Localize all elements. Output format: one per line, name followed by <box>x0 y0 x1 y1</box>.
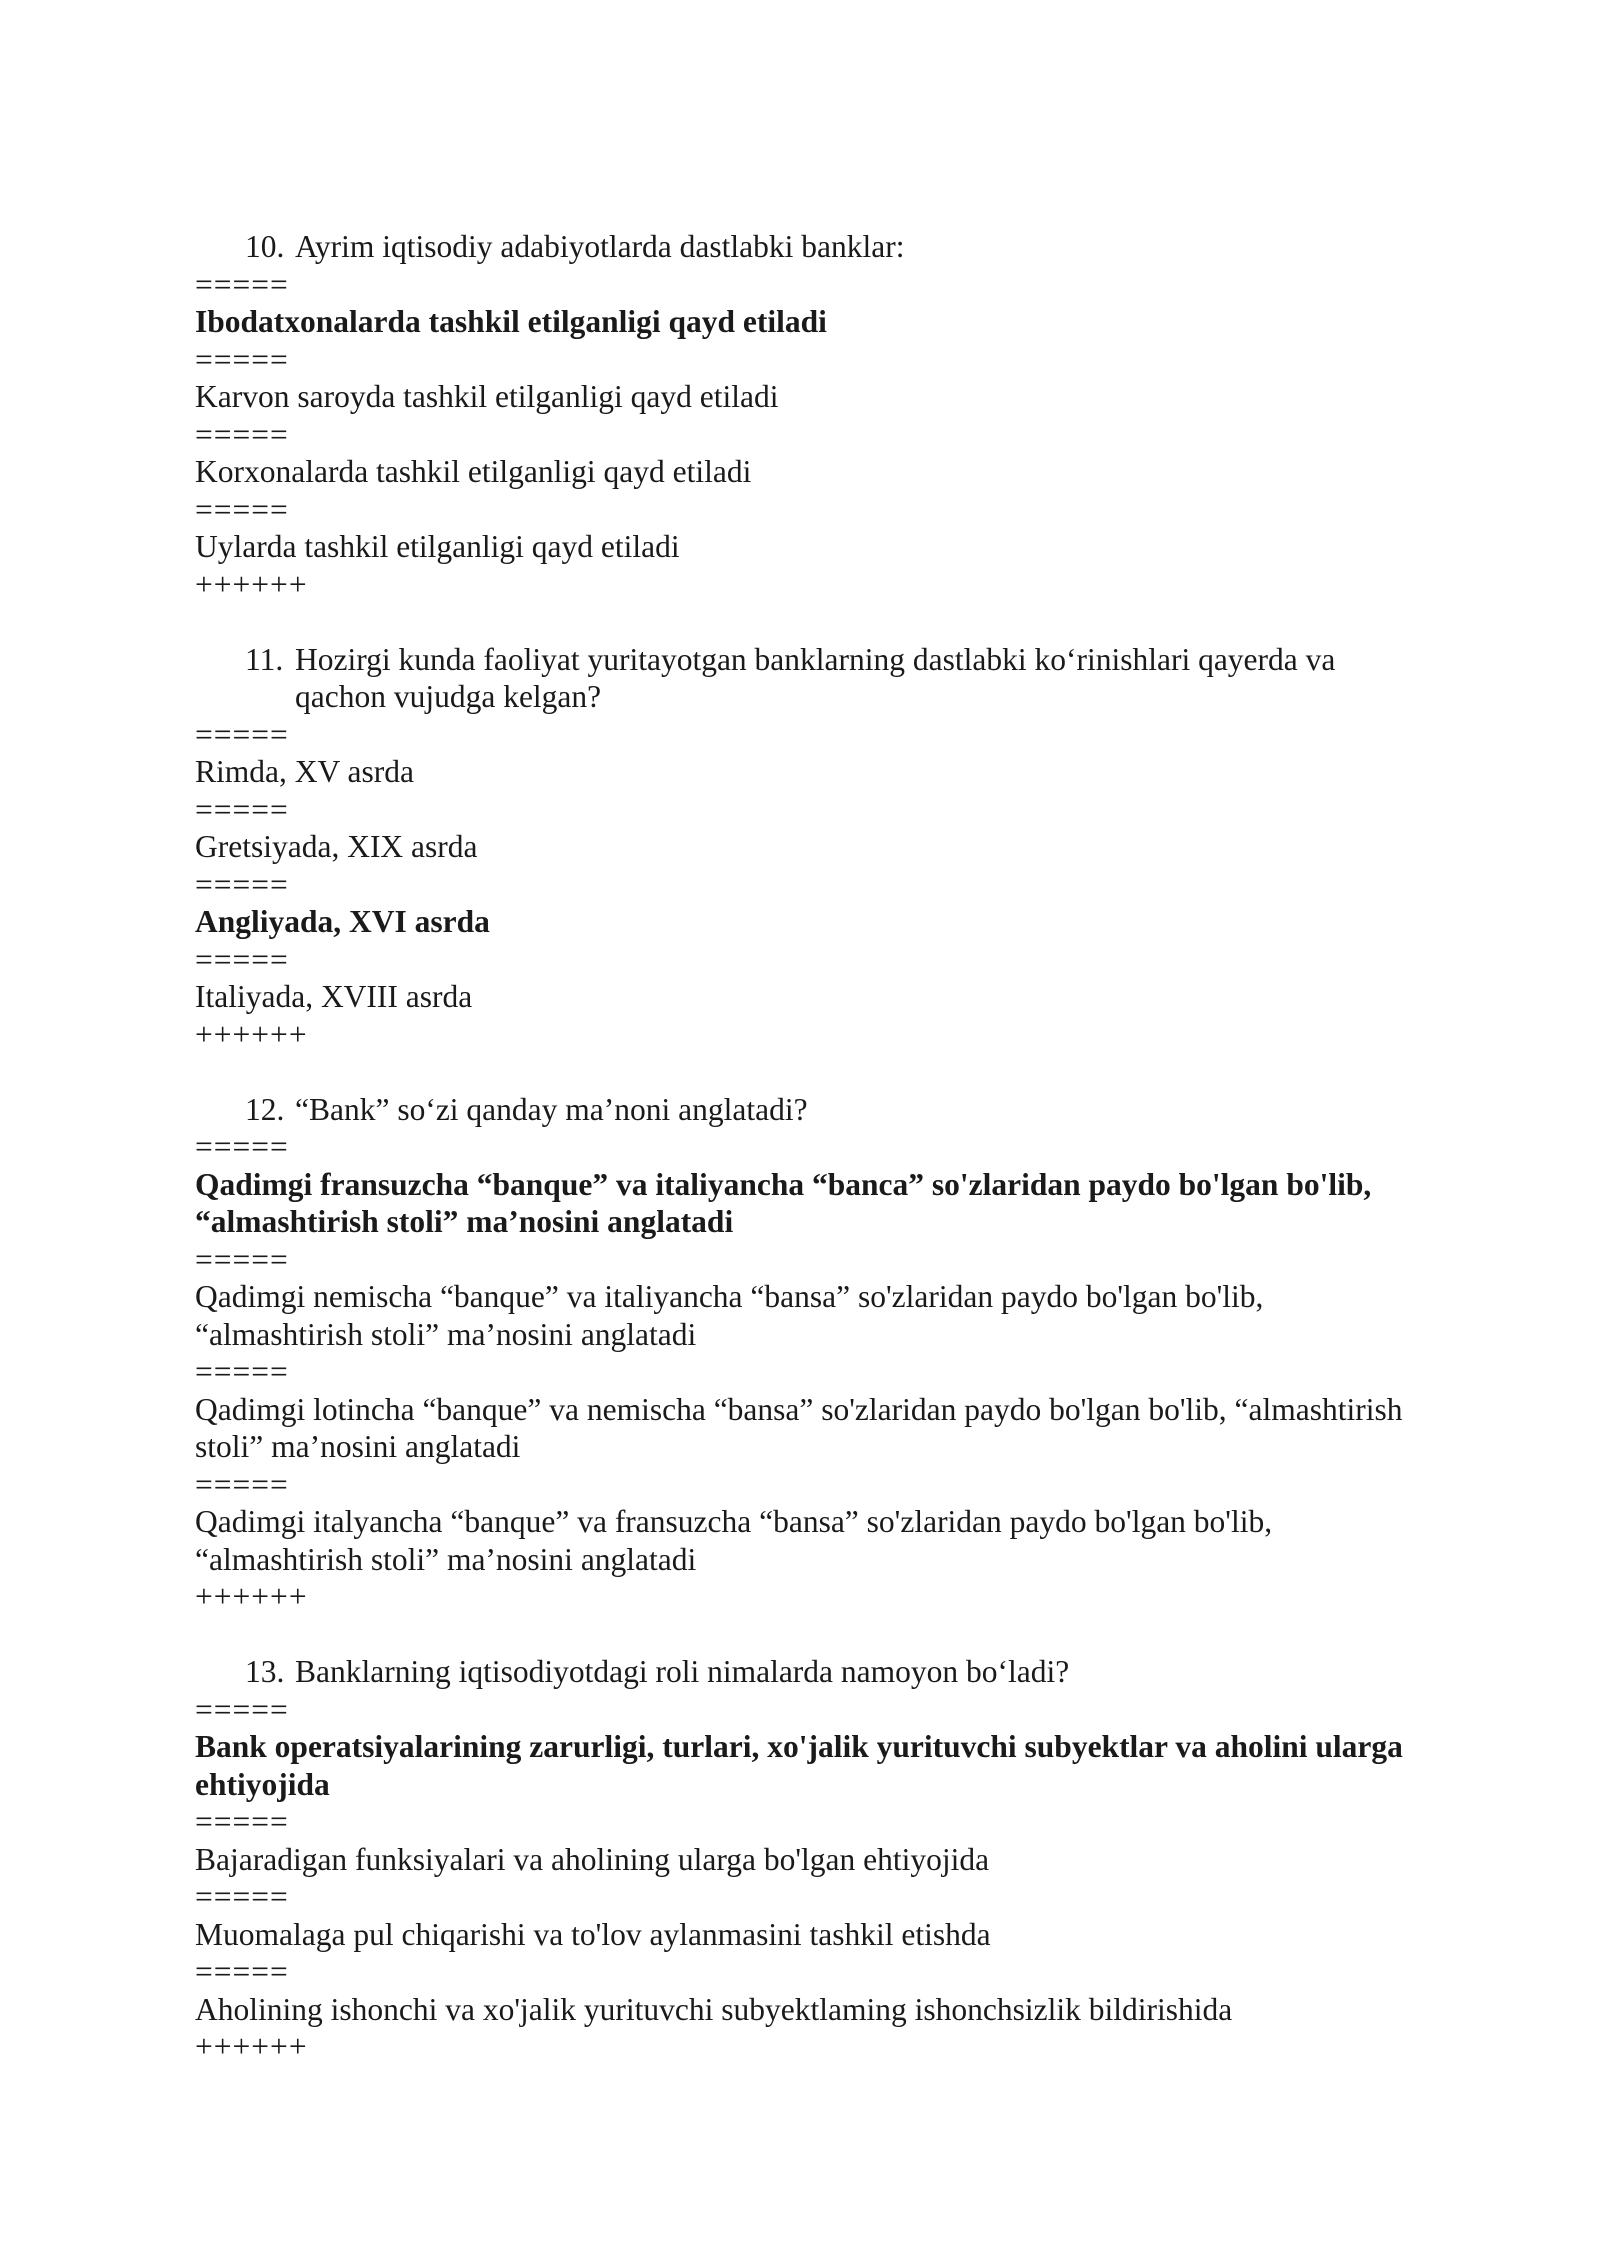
question-end-marker: ++++++ <box>195 566 308 602</box>
spacer <box>195 603 1435 641</box>
option-separator: ===== <box>195 1129 289 1164</box>
question-block <box>195 228 1435 603</box>
question-end-marker: ++++++ <box>195 1016 308 1052</box>
answer-option: Rimda, XV asrda <box>195 754 415 789</box>
answer-option-correct: Ibodatxonalarda tashkil etilganligi qayd etiladi <box>195 304 827 339</box>
option-separator: ===== <box>195 491 289 527</box>
document-page <box>195 228 1435 2066</box>
answer-option: Qadimgi nemischa “banque” va italiyancha “bansa” so'zlaridan paydo bo'lgan bo'lib, “almashtirish stoli” ma’nosini anglatadi <box>195 1279 1264 1352</box>
answer-option: Karvon saroyda tashkil etilganligi qayd etiladi <box>195 379 779 414</box>
option-separator: ===== <box>195 716 289 752</box>
question-text: Banklarning iqtisodiyotdagi roli nimalarda namoyon bo‘ladi? <box>295 1654 1070 1689</box>
option-separator: ===== <box>195 1466 289 1502</box>
question-number: 11. <box>245 641 284 677</box>
spacer <box>195 1053 1435 1091</box>
option-separator: ===== <box>195 1804 289 1839</box>
question-block <box>195 1653 1435 2066</box>
question-block <box>195 1091 1435 1616</box>
spacer <box>195 1616 1435 1654</box>
option-separator: ===== <box>195 266 289 302</box>
option-separator: ===== <box>195 866 289 902</box>
answer-option: Korxonalarda tashkil etilganligi qayd etiladi <box>195 454 752 489</box>
question-end-marker: ++++++ <box>195 2029 308 2064</box>
answer-option-correct: Qadimgi fransuzcha “banque” va italiyancha “banca” so'zlaridan paydo bo'lgan bo'lib, “almashtirish stoli” ma’nosini anglatadi <box>195 1166 1372 1239</box>
answer-option: Aholining ishonchi va xo'jalik yurituvchi subyektlaming ishonchsizlik bildirishida <box>195 1991 1233 2027</box>
question-heading <box>195 1091 1435 1129</box>
answer-option: Qadimgi lotincha “banque” va nemischa “bansa” so'zlaridan paydo bo'lgan bo'lib, “almashtirish stoli” ma’nosini anglatadi <box>195 1391 1403 1464</box>
option-separator: ===== <box>195 1879 289 1914</box>
option-separator: ===== <box>195 1354 289 1389</box>
question-block <box>195 641 1435 1054</box>
question-heading <box>195 228 1435 266</box>
question-heading <box>195 641 1435 716</box>
question-number: 13. <box>245 1654 285 1689</box>
answer-option-correct: Bank operatsiyalarining zarurligi, turlari, xo'jalik yurituvchi subyektlar va aholini ularga ehtiyojida <box>195 1729 1403 1802</box>
answer-option: Bajaradigan funksiyalari va aholining ularga bo'lgan ehtiyojida <box>195 1841 990 1877</box>
option-separator: ===== <box>195 1691 289 1727</box>
option-separator: ===== <box>195 341 289 377</box>
answer-option: Muomalaga pul chiqarishi va to'lov aylanmasini tashkil etishda <box>195 1916 991 1952</box>
option-separator: ===== <box>195 941 289 977</box>
question-text: Hozirgi kunda faoliyat yuritayotgan banklarning dastlabki ko‘rinishlari qayerda va qachon vujudga kelgan? <box>295 641 1336 714</box>
question-text: “Bank” so‘zi qanday ma’noni anglatadi? <box>295 1091 808 1127</box>
option-separator: ===== <box>195 791 289 827</box>
question-heading <box>195 1653 1435 1691</box>
question-number: 10. <box>245 229 285 264</box>
answer-option-correct: Angliyada, XVI asrda <box>195 904 490 939</box>
question-number: 12. <box>245 1091 285 1127</box>
answer-option: Qadimgi italyancha “banque” va fransuzcha “bansa” so'zlaridan paydo bo'lgan bo'lib, “almashtirish stoli” ma’nosini anglatadi <box>195 1504 1273 1577</box>
option-separator: ===== <box>195 1954 289 1989</box>
option-separator: ===== <box>195 1241 289 1277</box>
question-end-marker: ++++++ <box>195 1579 308 1614</box>
answer-option: Gretsiyada, XIX asrda <box>195 829 478 864</box>
option-separator: ===== <box>195 416 289 452</box>
answer-option: Uylarda tashkil etilganligi qayd etiladi <box>195 529 680 564</box>
question-text: Ayrim iqtisodiy adabiyotlarda dastlabki banklar: <box>295 229 905 264</box>
answer-option: Italiyada, XVIII asrda <box>195 979 473 1014</box>
